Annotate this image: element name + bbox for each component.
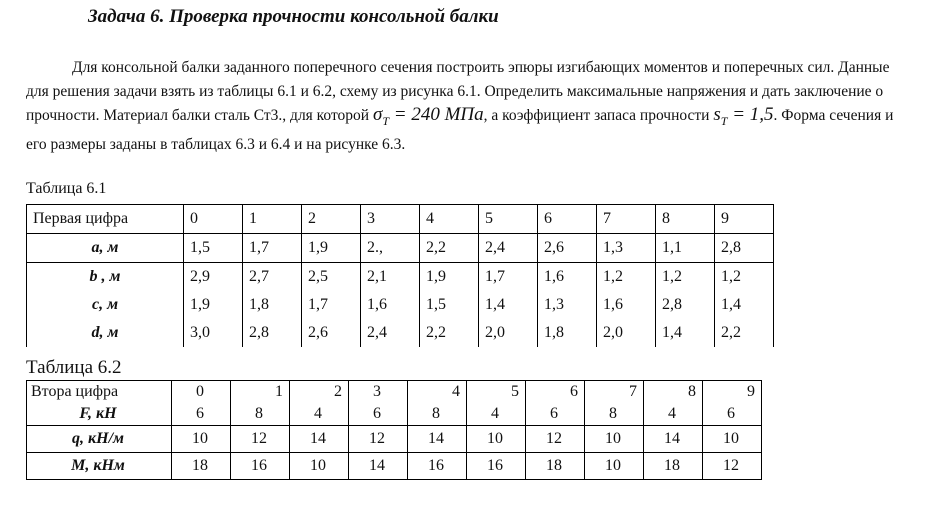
table-row [27, 319, 774, 347]
digit-cell: 0 [172, 381, 231, 404]
digit-cell: 6 [526, 381, 585, 404]
table-cell: 2,4 [479, 234, 538, 263]
task-title: Задача 6. Проверка прочности консольной балки [88, 6, 499, 27]
digit-cell: 9 [703, 381, 762, 404]
table-cell: 12 [349, 426, 408, 453]
table-cell: 2,8 [715, 234, 774, 263]
task-description [26, 56, 898, 157]
digit-cell: 4 [420, 205, 479, 234]
digit-cell: 2 [290, 381, 349, 404]
table-header-row [27, 205, 774, 234]
table-cell: 6 [703, 403, 762, 426]
table-cell: 12 [526, 426, 585, 453]
digit-cell: 5 [479, 205, 538, 234]
table-cell: 2,8 [243, 319, 302, 347]
table-cell: 1,6 [597, 291, 656, 319]
table-cell: 2,5 [302, 263, 361, 292]
table-cell: 1,4 [656, 319, 715, 347]
table-cell: 2,7 [243, 263, 302, 292]
table-cell: 2,2 [715, 319, 774, 347]
table-cell: 10 [585, 426, 644, 453]
table-cell: 2,9 [184, 263, 243, 292]
table-cell: 1,7 [479, 263, 538, 292]
digit-cell: 8 [644, 381, 703, 404]
digit-cell: 9 [715, 205, 774, 234]
table-cell: 1,2 [715, 263, 774, 292]
table-cell: 2,0 [597, 319, 656, 347]
table-cell: 2,2 [420, 234, 479, 263]
table-cell: 1,7 [243, 234, 302, 263]
table-cell: 16 [231, 453, 290, 480]
table-cell: 12 [703, 453, 762, 480]
row-label: F, кН [27, 403, 172, 426]
table-cell: 1,7 [302, 291, 361, 319]
table-row [27, 234, 774, 263]
table-row [27, 291, 774, 319]
table-cell: 1,4 [479, 291, 538, 319]
header-label: Первая цифра [27, 205, 184, 234]
digit-cell: 1 [231, 381, 290, 404]
text-part-1: Для консольной балки заданного поперечного сечения построить эпюры изгибающих моментов и поперечных сил. Данные для решения задачи взять из таблицы 6.1 и 6.2, схему из рисунка 6.1. Определить максимальные напряжения и дать заключение о прочности. Материал балки сталь Ст3., для которой [26, 59, 890, 124]
table-cell: 1,5 [184, 234, 243, 263]
table-cell: 1,5 [420, 291, 479, 319]
table-row [27, 453, 762, 480]
table-cell: 2,6 [302, 319, 361, 347]
table-cell: 2,4 [361, 319, 420, 347]
digit-cell: 7 [597, 205, 656, 234]
table-cell: 2., [361, 234, 420, 263]
text-part-2: , а коэффициент запаса прочности [483, 107, 714, 124]
digit-cell: 4 [408, 381, 467, 404]
table-cell: 1,3 [597, 234, 656, 263]
table-cell: 8 [231, 403, 290, 426]
header-label: Втора цифра [27, 381, 172, 404]
table-cell: 6 [172, 403, 231, 426]
table-cell: 1,3 [538, 291, 597, 319]
table-cell: 18 [644, 453, 703, 480]
digit-cell: 5 [467, 381, 526, 404]
row-label: c, м [27, 291, 184, 319]
table-cell: 1,8 [243, 291, 302, 319]
digit-cell: 7 [585, 381, 644, 404]
table-cell: 6 [526, 403, 585, 426]
table-cell: 2,8 [656, 291, 715, 319]
table-cell: 14 [644, 426, 703, 453]
table-cell: 4 [467, 403, 526, 426]
table-cell: 1,9 [302, 234, 361, 263]
table2-caption: Таблица 6.2 [26, 357, 122, 378]
table-cell: 1,8 [538, 319, 597, 347]
table-cell: 12 [231, 426, 290, 453]
safety-factor-symbol: $s_T = 1,5$ [713, 104, 774, 128]
table-cell: 16 [408, 453, 467, 480]
table1-caption: Таблица 6.1 [26, 180, 107, 197]
digit-cell: 3 [361, 205, 420, 234]
table-cell: 2,6 [538, 234, 597, 263]
table-cell: 1,6 [538, 263, 597, 292]
table-cell: 1,2 [656, 263, 715, 292]
row-label: d, м [27, 319, 184, 347]
table-cell: 3,0 [184, 319, 243, 347]
table-cell: 1,9 [420, 263, 479, 292]
table-row [27, 426, 762, 453]
table-cell: 8 [585, 403, 644, 426]
row-label: q, кН/м [27, 426, 172, 453]
row-label: b , м [27, 263, 184, 292]
row-label: a, м [27, 234, 184, 263]
table-cell: 18 [172, 453, 231, 480]
table-cell: 2,0 [479, 319, 538, 347]
table-cell: 1,6 [361, 291, 420, 319]
table-cell: 1,4 [715, 291, 774, 319]
row-label: M, кНм [27, 453, 172, 480]
table-cell: 6 [349, 403, 408, 426]
table-header-row [27, 381, 762, 404]
table-cell: 10 [172, 426, 231, 453]
table-cell: 10 [290, 453, 349, 480]
digit-cell: 3 [349, 381, 408, 404]
table-cell: 2,1 [361, 263, 420, 292]
table-cell: 14 [290, 426, 349, 453]
table-cell: 8 [408, 403, 467, 426]
digit-cell: 2 [302, 205, 361, 234]
table-cell: 14 [349, 453, 408, 480]
table-cell: 4 [290, 403, 349, 426]
sigma-symbol: $\sigma_T = 240$ МПа [372, 104, 484, 128]
digit-cell: 0 [184, 205, 243, 234]
table-cell: 16 [467, 453, 526, 480]
table-cell: 1,1 [656, 234, 715, 263]
table-6-2 [26, 380, 762, 480]
table-cell: 10 [467, 426, 526, 453]
digit-cell: 8 [656, 205, 715, 234]
table-cell: 14 [408, 426, 467, 453]
table-6-1 [26, 204, 774, 347]
digit-cell: 1 [243, 205, 302, 234]
table-cell: 18 [526, 453, 585, 480]
digit-cell: 6 [538, 205, 597, 234]
text-part-3: . Форма сечения и его размеры заданы в таблицах 6.3 и 6.4 и на рисунке 6.3. [26, 107, 894, 154]
table-cell: 10 [585, 453, 644, 480]
table-cell: 2,2 [420, 319, 479, 347]
table-row [27, 263, 774, 292]
table-row [27, 403, 762, 426]
table-cell: 10 [703, 426, 762, 453]
table-cell: 4 [644, 403, 703, 426]
table-cell: 1,2 [597, 263, 656, 292]
table-cell: 1,9 [184, 291, 243, 319]
